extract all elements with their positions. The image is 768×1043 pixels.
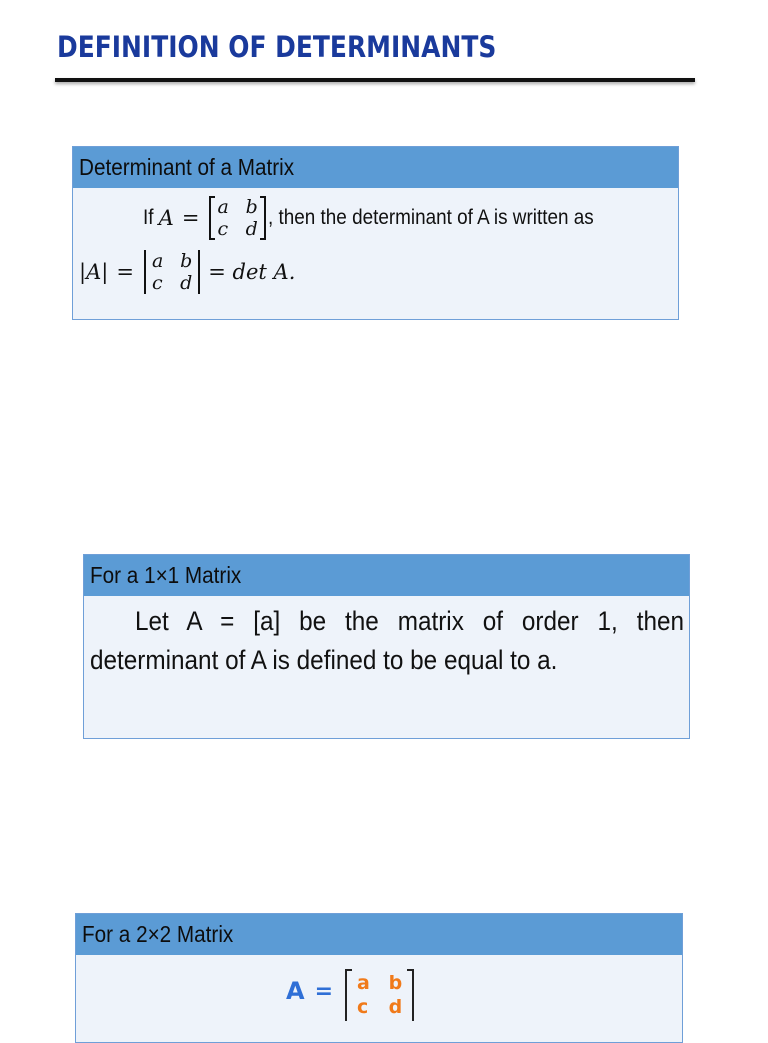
entry-c: c — [217, 218, 229, 240]
matrix-entries — [345, 969, 414, 1021]
card-header — [76, 914, 682, 955]
determinant-rhs: = det A. — [208, 260, 296, 284]
definition-line-1 — [143, 192, 630, 244]
card-header — [84, 555, 689, 596]
equals-sign: = — [116, 260, 134, 284]
definition-line-2 — [79, 246, 295, 298]
entry-b: b — [388, 972, 403, 994]
matrix-symbol: A — [158, 206, 174, 230]
entry-c: c — [151, 272, 163, 294]
definition-continuation: , then the determinant of A is written as — [267, 206, 594, 229]
entry-a: a — [357, 972, 370, 994]
entry-a: a — [217, 196, 229, 218]
matrix-a-determinant — [144, 250, 200, 294]
one-by-one-definition — [90, 602, 684, 680]
entry-d: d — [245, 218, 258, 240]
card-header-label: For a 2×2 Matrix — [82, 921, 234, 947]
determinant-definition-card — [72, 146, 679, 320]
card-header-label: Determinant of a Matrix — [79, 154, 295, 180]
page-title: DEFINITION OF DETERMINANTS — [57, 30, 497, 64]
entry-b: b — [180, 250, 193, 272]
entry-c: c — [357, 996, 369, 1018]
one-by-one-text: Let A = [a] be the matrix of order 1, then determinant of A is defined to be equal to a. — [90, 606, 684, 675]
determinant-lhs: |A| — [79, 260, 109, 284]
entry-b: b — [245, 196, 258, 218]
entry-d: d — [180, 272, 193, 294]
card-header-label: For a 1×1 Matrix — [90, 562, 242, 588]
if-text: If — [143, 206, 154, 229]
entry-d: d — [388, 996, 403, 1018]
equals-sign: = — [181, 206, 200, 230]
one-by-one-matrix-card — [83, 554, 690, 739]
matrix-a-bracketed — [209, 196, 265, 240]
two-by-two-matrix — [286, 969, 414, 1021]
equals-sign: = — [314, 979, 334, 1004]
card-header — [73, 147, 678, 188]
matrix-label: A — [286, 977, 305, 1005]
title-underline — [55, 78, 695, 82]
entry-a: a — [151, 250, 164, 272]
